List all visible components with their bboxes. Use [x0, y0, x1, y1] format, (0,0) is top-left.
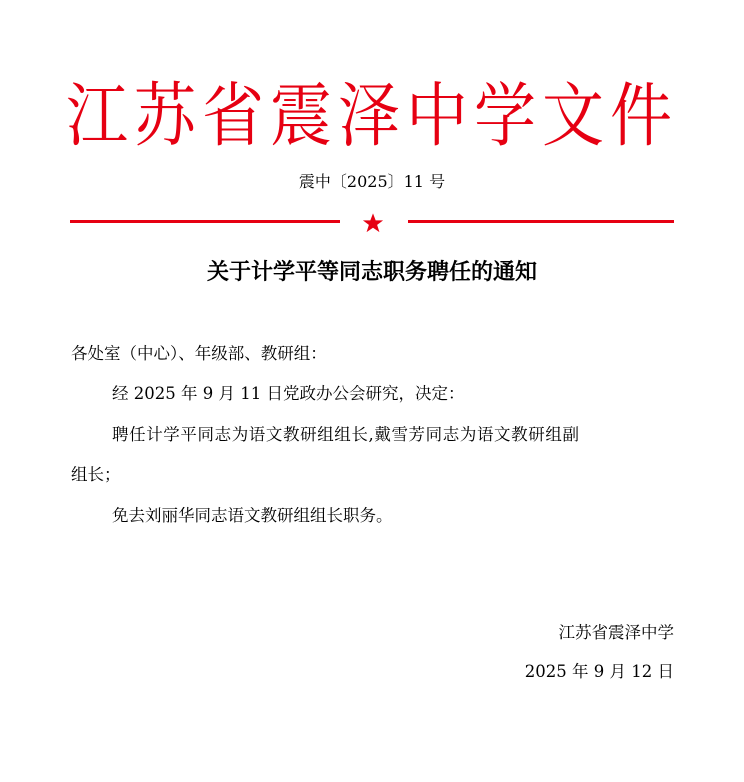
notice-title: 关于计学平等同志职务聘任的通知	[206, 259, 537, 285]
red-divider-right	[408, 220, 674, 223]
document-number: 震中〔2025〕11 号	[298, 172, 446, 191]
paragraph-appointment-continued: 组长；	[71, 465, 121, 484]
signature-organization: 江苏省震泽中学	[558, 623, 674, 642]
paragraph-decision: 经 2025 年 9 月 11 日党政办公会研究，决定：	[112, 384, 465, 403]
document-masthead: 江苏省震泽中学文件	[65, 74, 678, 157]
paragraph-dismissal: 免去刘丽华同志语文教研组组长职务。	[112, 506, 393, 525]
signature-date: 2025 年 9 月 12 日	[524, 662, 674, 681]
star-icon	[362, 212, 384, 234]
paragraph-appointment: 聘任计学平同志为语文教研组组长,戴雪芳同志为语文教研组副	[112, 425, 580, 444]
salutation: 各处室（中心）、年级部、教研组：	[71, 344, 327, 363]
red-divider-left	[70, 220, 340, 223]
